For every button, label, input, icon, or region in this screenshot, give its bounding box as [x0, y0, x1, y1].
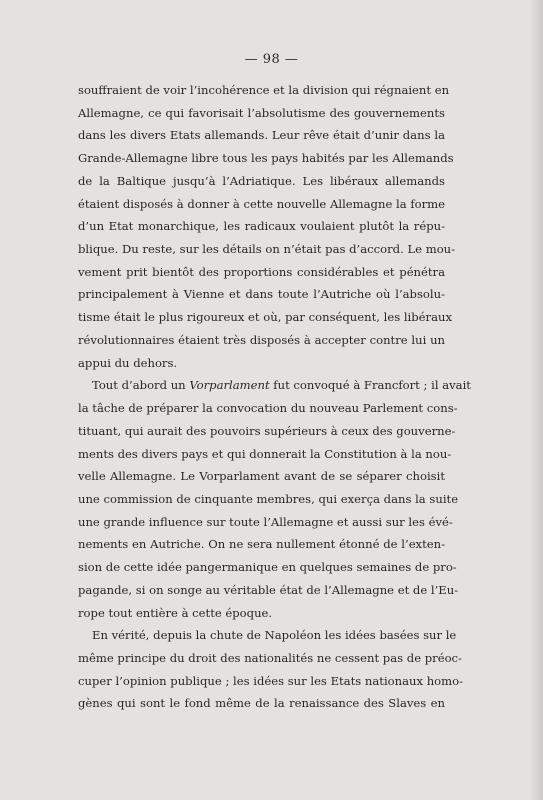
text-line: de la Baltique jusqu’à l’Adriatique. Les libéraux allemands — [78, 173, 445, 188]
page-edge-shadow — [529, 0, 543, 800]
text-line: cuper l’opinion publique ; les idées sur les Etats nationaux homo- — [78, 673, 464, 688]
text-line: révolutionnaires étaient très disposés à accepter contre lui un — [78, 332, 445, 347]
text-line: blique. Du reste, sur les détails on n’était pas d’accord. Le mou- — [78, 242, 456, 257]
text-line: sion de cette idée pangermanique en quelques semaines de pro- — [78, 560, 457, 575]
text-line: En vérité, depuis la chute de Napoléon les idées basées sur le — [92, 628, 457, 643]
text-line: appui du dehors. — [78, 355, 178, 370]
text-line: Allemagne, ce qui favorisait l’absolutisme des gouvernements — [78, 105, 445, 120]
text-line: velle Allemagne. Le Vorparlament avant de se séparer choisit — [78, 469, 445, 484]
text-line: une grande influence sur toute l’Allemagne et aussi sur les évé- — [78, 514, 453, 529]
text-line: vement prit bientôt des proportions considérables et pénétra — [78, 264, 445, 279]
text-line: la tâche de préparer la convocation du nouveau Parlement cons- — [78, 401, 458, 416]
text-line: Grande-Allemagne libre tous les pays habités par les Allemands — [78, 151, 454, 166]
page-number: — 98 — — [244, 52, 299, 67]
text-line: nements en Autriche. On ne sera nullement étonné de l’exten- — [78, 537, 445, 552]
text-line: gènes qui sont le fond même de la renaissance des Slaves en — [78, 696, 445, 711]
text-line: même principe du droit des nationalités ne cessent pas de préoc- — [78, 650, 462, 665]
text-line: tisme était le plus rigoureux et où, par conséquent, les libéraux — [78, 310, 452, 325]
body-text — [78, 79, 471, 715]
text-line: souffraient de voir l’incohérence et la division qui régnaient en — [78, 83, 450, 97]
text-segment: fut convoqué à Francfort ; il avait — [269, 378, 471, 393]
italic-term: Vorparlament — [189, 378, 270, 393]
text-line: étaient disposés à donner à cette nouvelle Allemagne la forme — [78, 196, 445, 211]
text-line: d’un Etat monarchique, les radicaux voulaient plutôt la répu- — [78, 219, 445, 234]
text-line: rope tout entière à cette époque. — [78, 605, 273, 620]
text-segment: Tout d’abord un — [92, 378, 190, 393]
text-line: ments des divers pays et qui donnerait la Constitution à la nou- — [78, 446, 452, 461]
text-line: principalement à Vienne et dans toute l’Autriche où l’absolu- — [78, 287, 445, 302]
text-line: dans les divers Etats allemands. Leur rêve était d’unir dans la — [78, 128, 445, 143]
text-line: une commission de cinquante membres, qui exerça dans la suite — [78, 491, 459, 506]
text-line: pagande, si on songe au véritable état de l’Allemagne et de l’Eu- — [78, 582, 459, 597]
text-line: tituant, qui aurait des pouvoirs supérieurs à ceux des gouverne- — [78, 423, 456, 438]
text-line-with-italic — [78, 374, 471, 397]
